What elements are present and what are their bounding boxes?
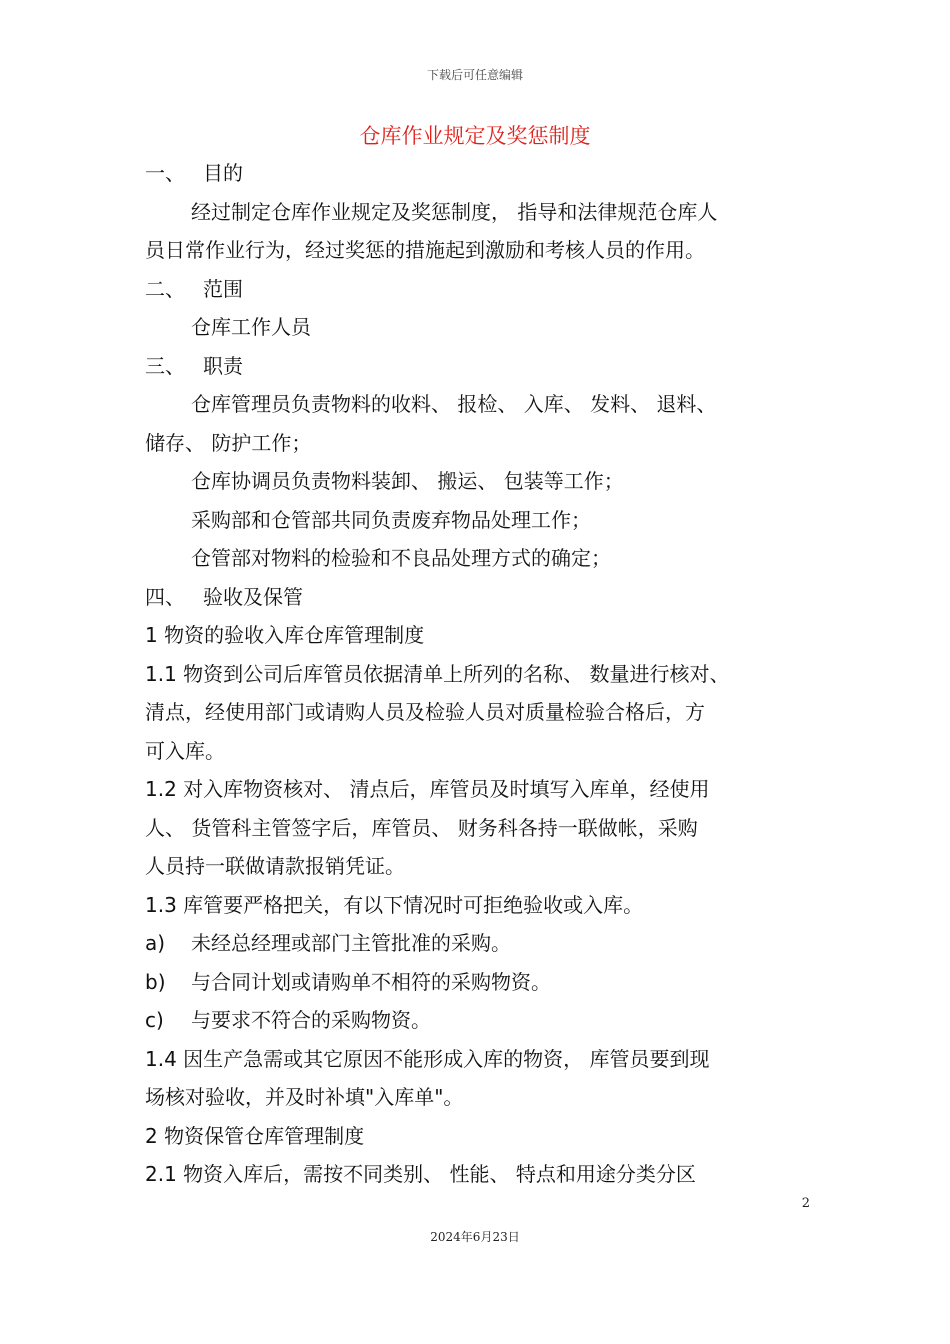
paragraph-line: 经过制定仓库作业规定及奖惩制度， 指导和法律规范仓库人 bbox=[191, 199, 718, 224]
list-item bbox=[145, 924, 835, 963]
page-number: 2 bbox=[801, 1196, 810, 1211]
section-title: 验收及保管 bbox=[203, 584, 303, 609]
list-item-marker: c) bbox=[145, 1008, 164, 1032]
clause-line: 1.2 对入库物资核对、 清点后，库管员及时填写入库单，经使用 bbox=[145, 777, 710, 801]
clause-line: 场核对验收，并及时补填"入库单"。 bbox=[145, 1085, 464, 1109]
footer-date: 2024年6月23日 bbox=[430, 1230, 520, 1244]
list-item-text: 与要求不符合的采购物资。 bbox=[191, 1008, 431, 1032]
clause-line: 1.3 库管要严格把关，有以下情况时可拒绝验收或入库。 bbox=[145, 892, 644, 917]
subsection-heading: 2 物资保管仓库管理制度 bbox=[145, 1123, 365, 1148]
clause-line: 人员持一联做请款报销凭证。 bbox=[145, 854, 405, 878]
section-number: 一、 bbox=[145, 161, 185, 185]
section-heading bbox=[145, 347, 835, 386]
list-item bbox=[145, 1001, 835, 1040]
list-item-text: 未经总经理或部门主管批准的采购。 bbox=[191, 931, 511, 955]
paragraph-line: 员日常作业行为，经过奖惩的措施起到激励和考核人员的作用。 bbox=[145, 238, 705, 262]
paragraph-line: 仓库管理员负责物料的收料、 报检、 入库、 发料、 退料、 bbox=[191, 392, 717, 416]
section-number: 四、 bbox=[145, 584, 185, 609]
paragraph-line: 仓库协调员负责物料装卸、 搬运、 包装等工作； bbox=[191, 469, 624, 493]
clause-line: 清点，经使用部门或请购人员及检验人员对质量检验合格后，方 bbox=[145, 700, 705, 724]
section-number: 二、 bbox=[145, 276, 185, 301]
subsection-heading: 1 物资的验收入库仓库管理制度 bbox=[145, 623, 425, 647]
list-item-text: 与合同计划或请购单不相符的采购物资。 bbox=[191, 969, 551, 994]
list-item-marker: b) bbox=[145, 969, 166, 994]
paragraph-line: 仓管部对物料的检验和不良品处理方式的确定； bbox=[191, 546, 611, 570]
clause-line: 人、 货管科主管签字后，库管员、 财务科各持一联做帐，采购 bbox=[145, 815, 698, 840]
list-item bbox=[145, 963, 835, 1002]
section-title: 职责 bbox=[203, 353, 243, 378]
page-header: 下载后可任意编辑 bbox=[426, 68, 523, 82]
clause-line: 1.4 因生产急需或其它原因不能形成入库的物资， 库管员要到现 bbox=[145, 1046, 710, 1071]
section-number: 三、 bbox=[145, 353, 185, 378]
clause-line: 1.1 物资到公司后库管员依据清单上所列的名称、 数量进行核对、 bbox=[145, 661, 730, 686]
paragraph-line: 储存、 防护工作； bbox=[145, 430, 312, 455]
section-title: 范围 bbox=[203, 276, 243, 301]
list-item-marker: a) bbox=[145, 931, 166, 955]
section-heading bbox=[145, 154, 835, 193]
paragraph-line: 采购部和仓管部共同负责废弃物品处理工作； bbox=[191, 507, 591, 532]
clause-line: 2.1 物资入库后，需按不同类别、 性能、 特点和用途分类分区 bbox=[145, 1162, 696, 1186]
section-title: 目的 bbox=[203, 161, 243, 185]
section-heading bbox=[145, 270, 835, 309]
clause-line: 可入库。 bbox=[145, 738, 225, 763]
section-heading bbox=[145, 578, 835, 617]
document-title: 仓库作业规定及奖惩制度 bbox=[359, 124, 591, 148]
paragraph-line: 仓库工作人员 bbox=[191, 315, 311, 339]
document-body bbox=[145, 154, 835, 1194]
